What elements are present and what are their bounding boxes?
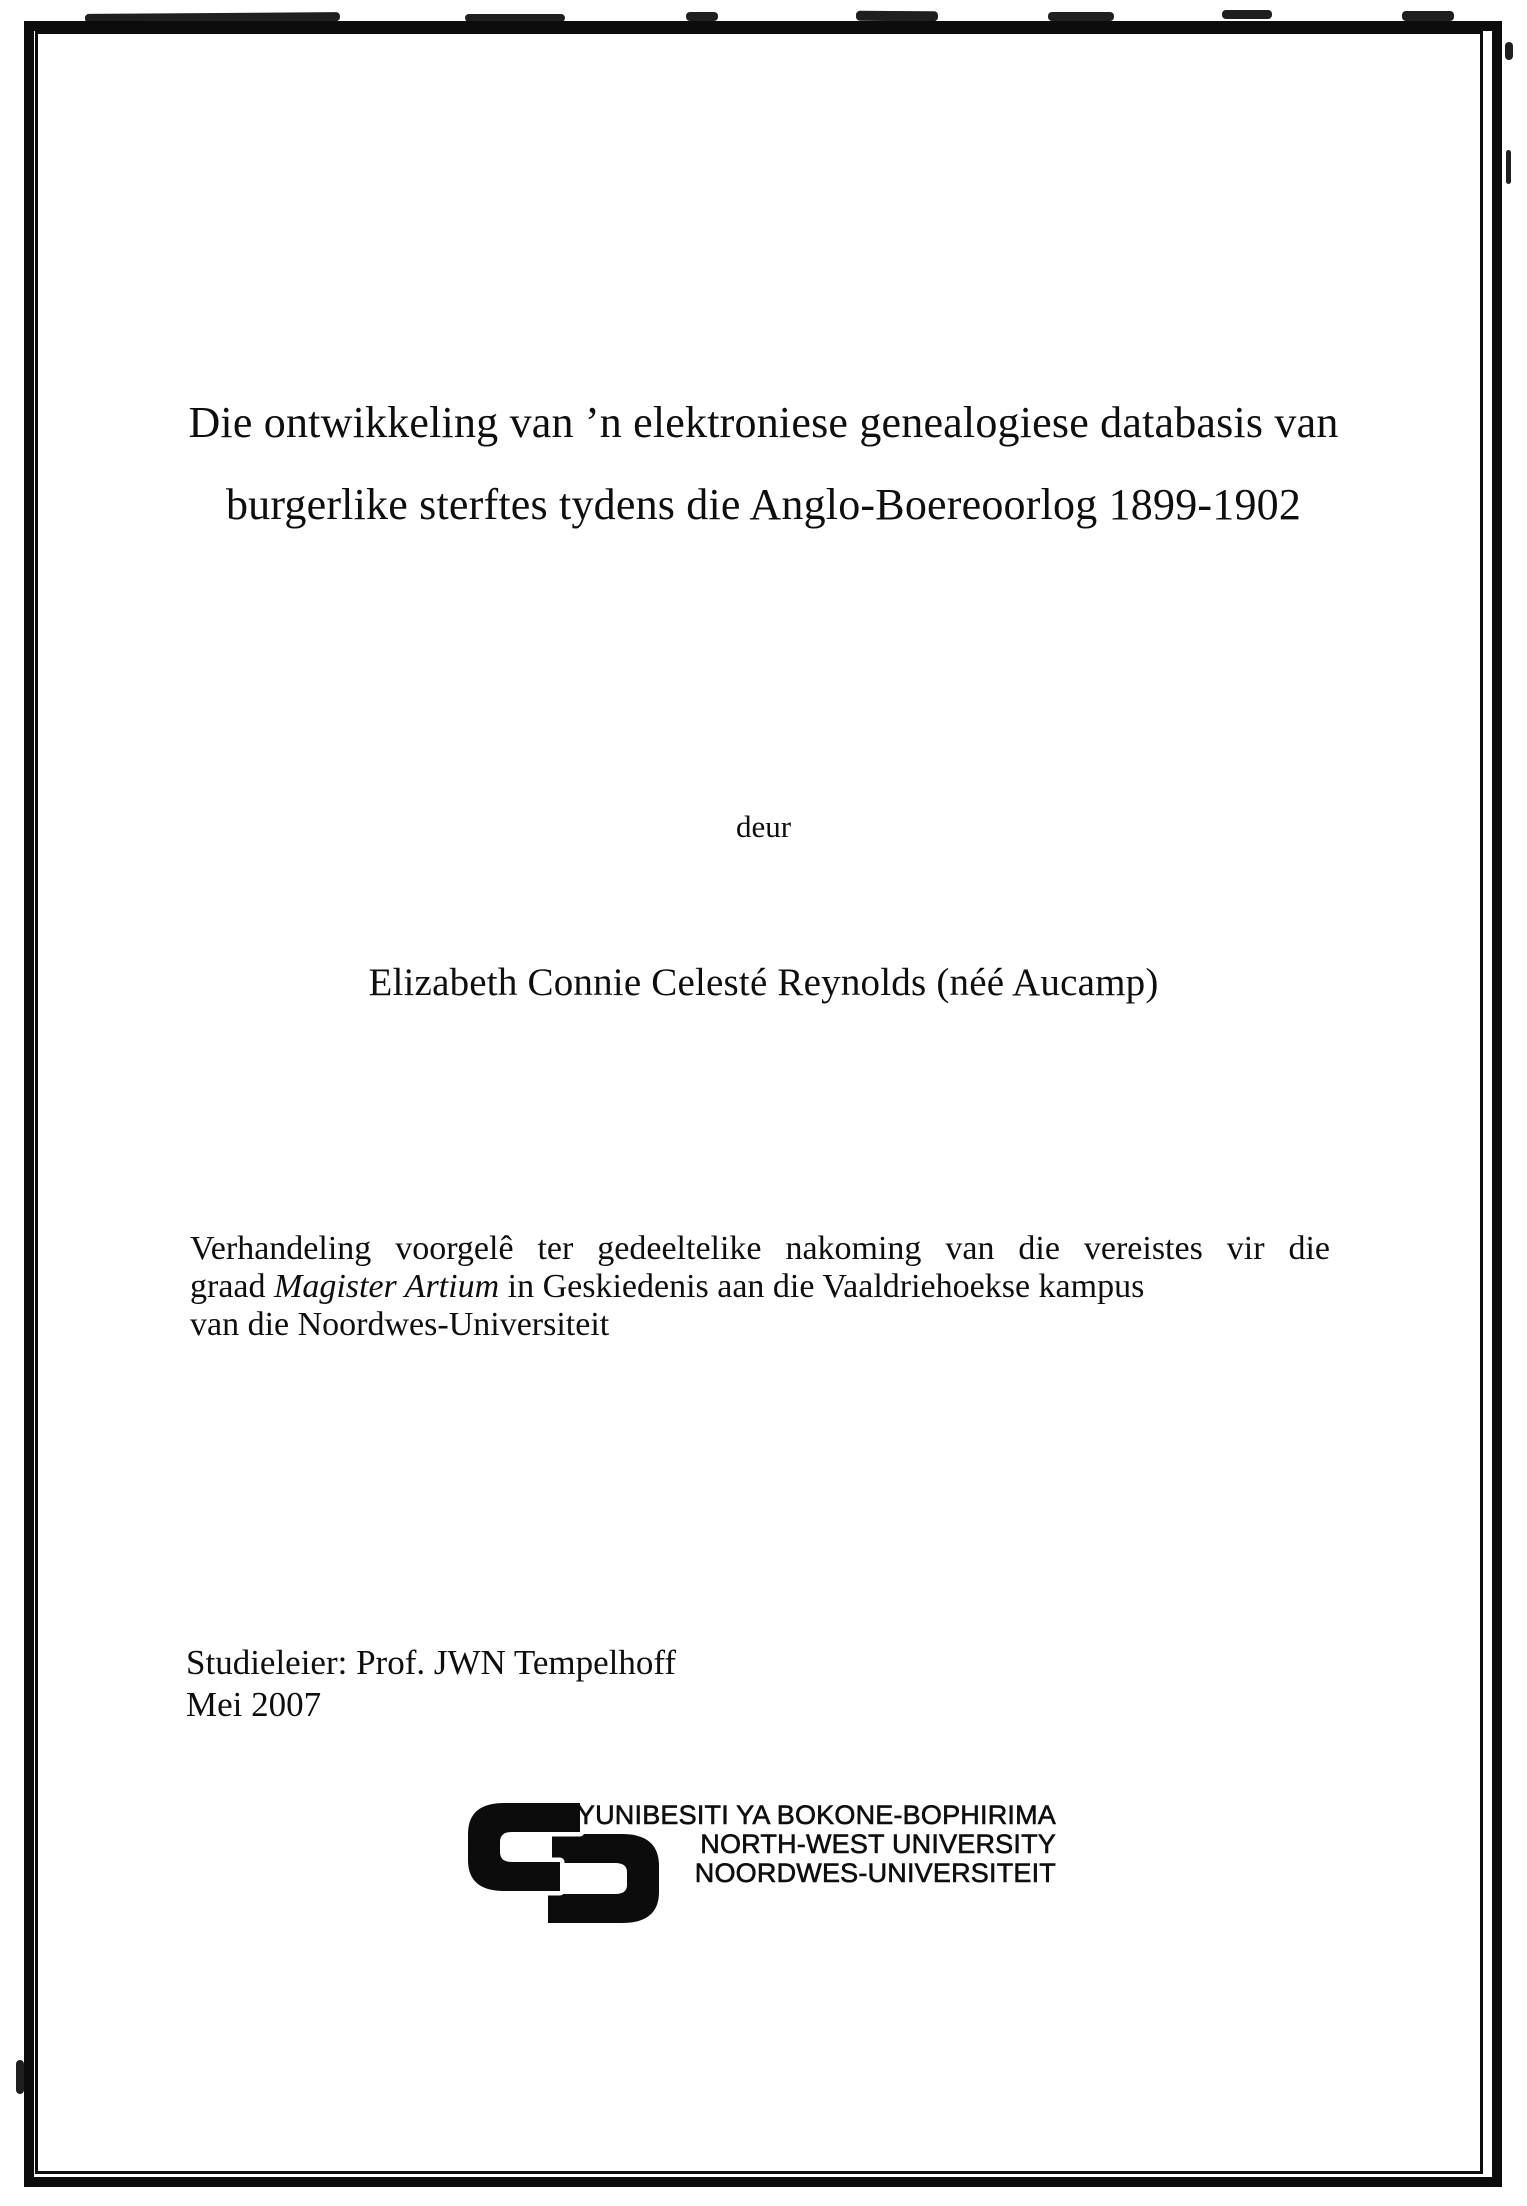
author-name: Elizabeth Connie Celesté Reynolds (néé Aucamp) [368, 961, 1159, 1004]
degree-line2-prefix: graad [190, 1268, 275, 1305]
scan-noise [1048, 12, 1114, 21]
scan-noise [686, 12, 718, 21]
degree-statement-line2 [190, 1268, 1330, 1306]
scan-noise [465, 14, 565, 22]
university-wordmark [556, 1801, 1056, 1888]
university-name-setswana: YUNIBESITI YA BOKONE-BOPHIRIMA [576, 1800, 1056, 1830]
scan-noise [1505, 42, 1513, 60]
supervisor-block [186, 1642, 676, 1726]
thesis-title-line2: burgerlike sterftes tydens die Anglo-Boereoorlog 1899-1902 [225, 480, 1302, 529]
degree-line2-suffix: in Geskiedenis aan die Vaaldriehoekse kampus [499, 1268, 1145, 1305]
thesis-title-line1: Die ontwikkeling van ’n elektroniese genealogiese databasis van [188, 398, 1339, 447]
degree-statement-line3: van die Noordwes-Universiteit [190, 1306, 610, 1343]
scan-noise [1402, 11, 1454, 21]
degree-statement [190, 1230, 1330, 1344]
scan-noise [85, 12, 340, 23]
scan-noise [1506, 150, 1511, 184]
scan-noise [856, 11, 938, 21]
thesis-title [60, 382, 1467, 546]
degree-name-italic: Magister Artium [274, 1268, 500, 1305]
byline-label: deur [735, 809, 792, 844]
supervisor-line: Studieleier: Prof. JWN Tempelhoff [186, 1643, 677, 1682]
scan-noise [16, 2060, 24, 2094]
scan-noise [1222, 10, 1272, 19]
degree-statement-line1: Verhandeling voorgelê ter gedeeltelike nakoming van die vereistes vir die [190, 1230, 1330, 1267]
university-name-english: NORTH-WEST UNIVERSITY [700, 1829, 1056, 1859]
date-line: Mei 2007 [186, 1685, 322, 1724]
university-name-afrikaans: NOORDWES-UNIVERSITEIT [694, 1858, 1056, 1888]
